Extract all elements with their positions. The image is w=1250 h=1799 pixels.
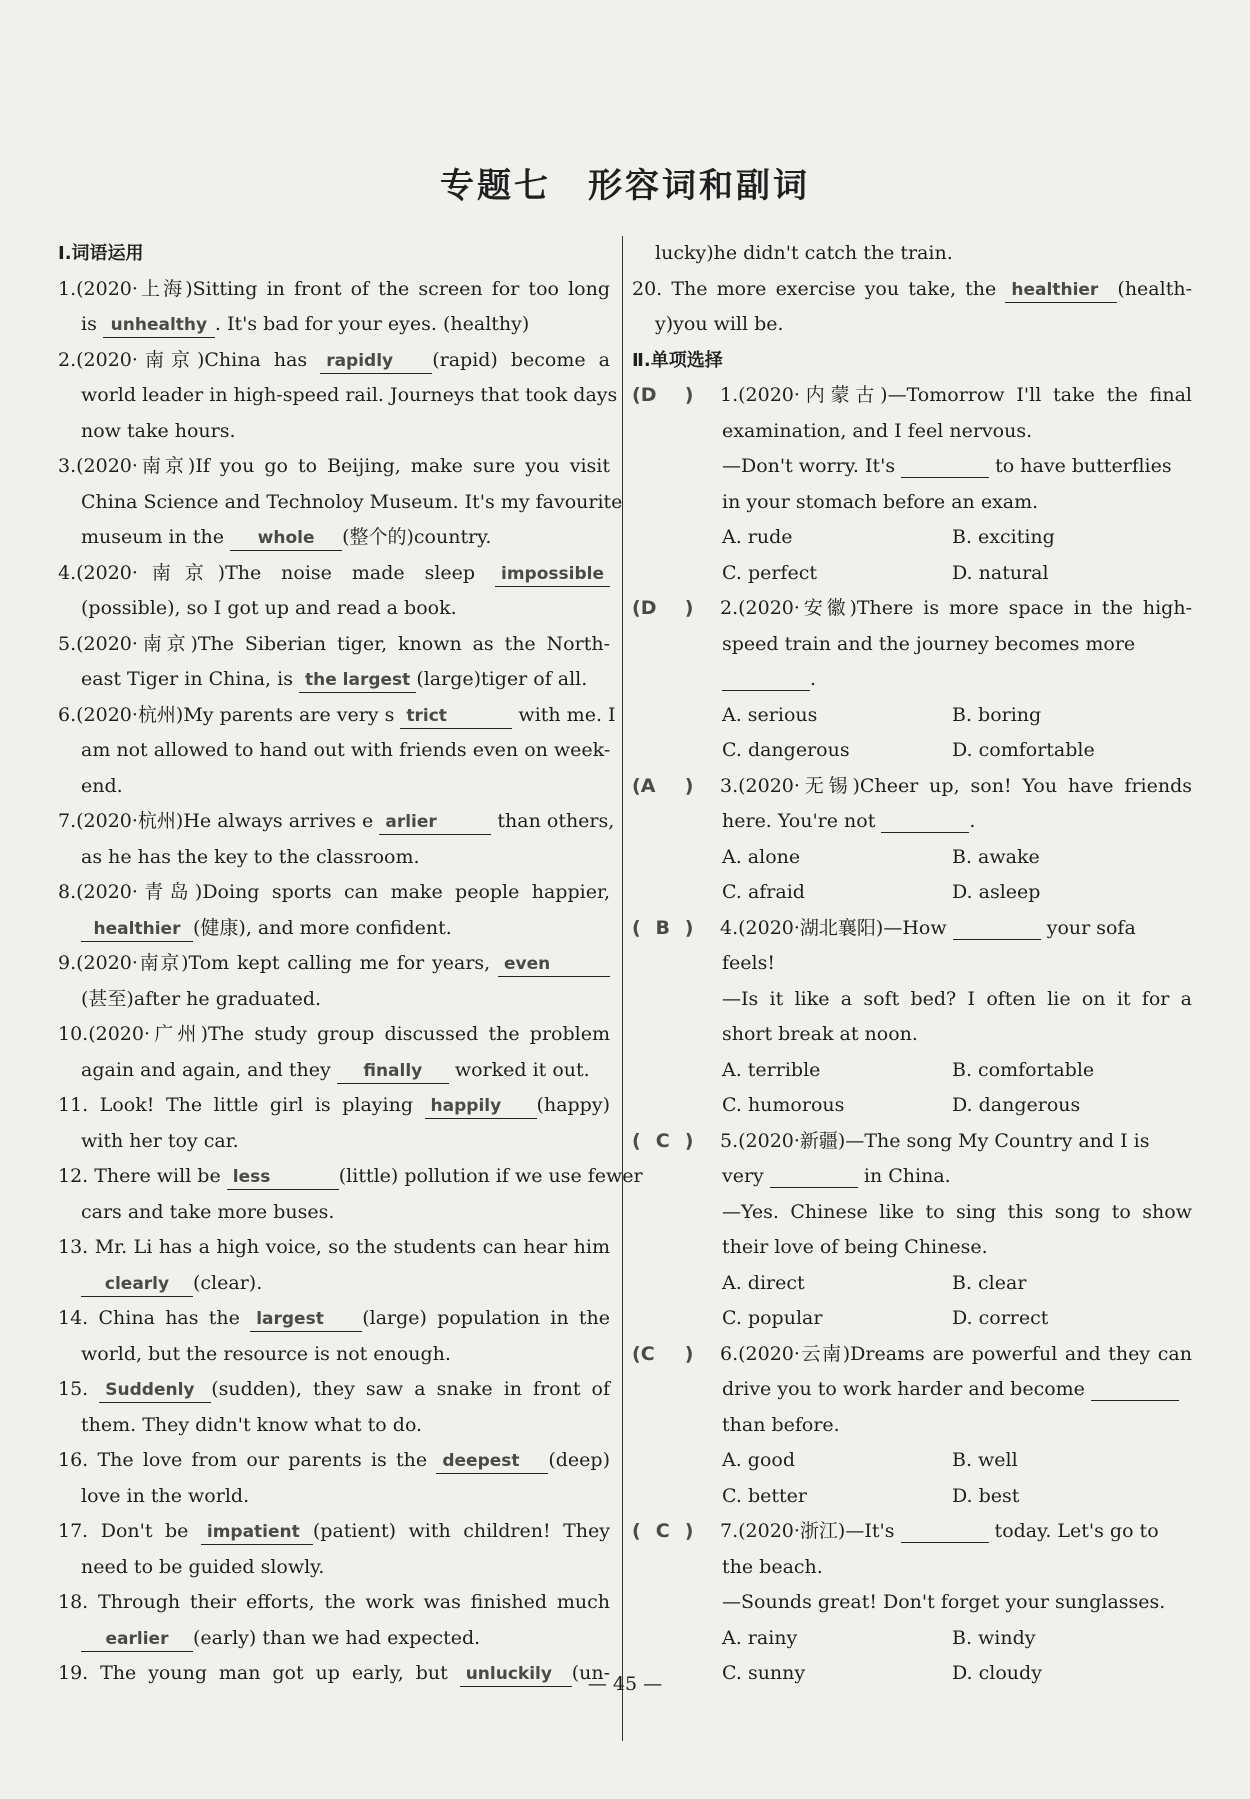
line-text: 2.(2020·南京)China has [58, 348, 321, 371]
option-row [632, 733, 1192, 769]
stem-text: examination, and I feel nervous. [722, 419, 1033, 442]
line-text: (整个的)country. [342, 526, 492, 548]
answer-blank: happily [425, 1094, 537, 1119]
stem-text: here. You're not . [722, 810, 976, 832]
option-row [632, 1443, 1192, 1479]
text-line [58, 1159, 643, 1195]
answer-key: ( C ) [632, 1514, 720, 1550]
line-text: (clear). [193, 1271, 263, 1294]
option[interactable]: B. exciting [952, 526, 1055, 548]
option[interactable]: B. awake [952, 845, 1040, 868]
line-text: (sudden), they saw a snake in front of [211, 1378, 610, 1400]
stem-text: short break at noon. [722, 1023, 918, 1045]
line-text: 3.(2020·南京)If you go to Beijing, make sure you visit [58, 455, 610, 477]
line-text: 11. Look! The little girl is playing [58, 1094, 425, 1116]
fill-blank[interactable] [770, 1165, 858, 1188]
line-text: need to be guided slowly. [81, 1555, 325, 1578]
fill-blank[interactable] [722, 668, 810, 691]
stem-text: 7.(2020·浙江)—It's today. Let's go to [720, 1520, 1159, 1542]
answer-blank: healthier [1005, 278, 1117, 303]
text-line [58, 1017, 610, 1053]
question-line [632, 1159, 1192, 1195]
question-line [632, 662, 1192, 698]
line-text: 5.(2020·南京)The Siberian tiger, known as the North- [58, 632, 610, 655]
text-line [58, 343, 610, 379]
answer-blank: trict [400, 704, 512, 729]
section1-continued [632, 236, 1192, 343]
answer-blank: whole [230, 526, 342, 551]
stem-text: —Yes. Chinese like to sing this song to show [722, 1200, 1192, 1223]
question-stem [632, 378, 1192, 414]
line-text: (un- [571, 1662, 610, 1684]
answer-key: ( C ) [632, 1124, 720, 1160]
line-text: than others, [491, 810, 615, 832]
line-text: y)you will be. [655, 313, 784, 335]
answer-blank: unluckily [460, 1662, 572, 1687]
answer-letter: A [640, 774, 656, 797]
answer-key: (D ) [632, 378, 720, 414]
text-line [58, 733, 610, 769]
text-line [58, 698, 616, 734]
answer-key: ( B ) [632, 911, 720, 947]
fill-blank[interactable] [901, 1520, 989, 1543]
question-line [632, 804, 1192, 840]
answer-blank: deepest [436, 1449, 548, 1474]
line-text: worked it out. [448, 1058, 590, 1081]
line-text: (rapid) become a [432, 348, 611, 371]
page-title: 专题七 形容词和副词 [440, 166, 810, 206]
page-number: — 45 — [587, 1673, 663, 1695]
line-text: now take hours. [81, 419, 236, 442]
text-line [58, 307, 610, 343]
line-text: east Tiger in China, is [81, 668, 299, 690]
answer-blank: even [498, 952, 610, 977]
option[interactable]: A. rude [722, 526, 793, 548]
text-line [58, 1550, 610, 1586]
line-text: 19. The young man got up early, but [58, 1662, 460, 1684]
option[interactable]: C. popular [722, 1307, 823, 1329]
text-line [58, 1408, 610, 1444]
line-text: (possible), so I got up and read a book. [81, 597, 457, 619]
question-stem [632, 1337, 1192, 1373]
option-row [632, 1301, 1192, 1337]
answer-blank: arlier [379, 810, 491, 835]
answer-blank: Suddenly [99, 1378, 211, 1403]
section2-items [632, 378, 1192, 1692]
line-text: (deep) [548, 1449, 610, 1471]
line-text: 13. Mr. Li has a high voice, so the students can hear him [58, 1236, 610, 1258]
option-row [632, 875, 1192, 911]
stem-text: feels! [722, 952, 775, 974]
answer-blank: earlier [81, 1627, 193, 1652]
text-line [58, 591, 610, 627]
answer-letter: C [655, 1520, 670, 1542]
text-line [58, 1337, 610, 1373]
question-line [632, 982, 1192, 1018]
text-line [632, 236, 1192, 272]
text-line [58, 1088, 610, 1124]
option-row [632, 840, 1192, 876]
text-line [58, 1053, 610, 1089]
text-line [58, 804, 615, 840]
answer-key: (D ) [632, 591, 720, 627]
stem-text: 2.(2020·安徽)There is more space in the high- [720, 597, 1192, 619]
fill-blank[interactable] [901, 455, 989, 478]
option[interactable]: B. windy [952, 1626, 1036, 1649]
question-line [632, 1372, 1192, 1408]
stem-text: drive you to work harder and become [722, 1378, 1179, 1400]
line-text: 6.(2020·杭州)My parents are very s [58, 703, 395, 726]
line-text: (健康), and more confident. [193, 916, 452, 939]
line-text: love in the world. [81, 1484, 250, 1507]
option-row [632, 1088, 1192, 1124]
text-line [58, 1479, 610, 1515]
answer-blank: clearly [81, 1272, 193, 1297]
question-stem [632, 1124, 1192, 1160]
line-text: 8.(2020·青岛)Doing sports can make people happier, [58, 881, 610, 903]
answer-key: (C ) [632, 1337, 720, 1373]
option-row [632, 520, 1192, 556]
option[interactable]: B. comfortable [952, 1058, 1095, 1081]
line-text: 1.(2020·上海)Sitting in front of the screen for too long [58, 277, 610, 300]
text-line [58, 1266, 610, 1302]
text-line [58, 520, 610, 556]
line-text: 4.(2020·南京)The noise made sleep [58, 561, 496, 584]
line-text: (patient) with children! They [312, 1520, 610, 1542]
line-text: (health- [1117, 277, 1192, 300]
stem-text: in your stomach before an exam. [722, 490, 1039, 513]
answer-letter: D [640, 384, 657, 406]
option[interactable]: C. afraid [722, 881, 805, 903]
stem-text: . [722, 668, 816, 690]
stem-text: 1.(2020·内蒙古)—Tomorrow I'll take the final [720, 384, 1192, 406]
line-text: 15. [58, 1378, 100, 1400]
answer-blank: rapidly [320, 349, 432, 374]
text-line [58, 662, 610, 698]
question-line [632, 1408, 1192, 1444]
answer-blank: healthier [81, 917, 193, 942]
option[interactable]: D. best [952, 1484, 1020, 1507]
stem-text: —Is it like a soft bed? I often lie on it for a [722, 987, 1192, 1010]
text-line [58, 1230, 610, 1266]
option-row [632, 1053, 1192, 1089]
line-text: (happy) [536, 1094, 610, 1116]
text-line [58, 627, 610, 663]
option[interactable]: D. dangerous [952, 1094, 1081, 1116]
line-text: them. They didn't know what to do. [81, 1413, 423, 1436]
option-row [632, 1621, 1192, 1657]
text-line [58, 911, 610, 947]
line-text: am not allowed to hand out with friends even on week- [81, 739, 611, 761]
stem-text: —Don't worry. It's to have butterflies [722, 455, 1172, 477]
stem-text: 5.(2020·新疆)—The song My Country and I is [720, 1129, 1150, 1152]
text-line [58, 840, 610, 876]
text-line [58, 769, 610, 805]
stem-text: the beach. [722, 1555, 823, 1578]
option[interactable]: D. cloudy [952, 1662, 1042, 1684]
question-line [632, 946, 1192, 982]
line-text: with me. I [512, 703, 616, 726]
option[interactable]: A. terrible [722, 1058, 821, 1081]
option[interactable]: C. humorous [722, 1094, 845, 1116]
text-line [58, 1124, 610, 1160]
option[interactable]: C. better [722, 1484, 807, 1507]
text-line [58, 556, 610, 592]
question-stem [632, 1514, 1192, 1550]
answer-letter: C [655, 1129, 670, 1152]
question-stem [632, 769, 1192, 805]
answer-blank: largest [250, 1307, 362, 1332]
line-text: 12. There will be [58, 1165, 227, 1187]
line-text: (large) population in the [362, 1307, 610, 1329]
option[interactable]: A. direct [722, 1271, 805, 1294]
option[interactable]: D. asleep [952, 881, 1041, 903]
question-line [632, 485, 1192, 521]
stem-text: 6.(2020·云南)Dreams are powerful and they can [720, 1342, 1192, 1365]
fill-blank[interactable] [1091, 1378, 1179, 1401]
stem-text: very in China. [722, 1165, 951, 1187]
line-text: 16. The love from our parents is the [58, 1449, 437, 1471]
answer-letter: C [640, 1342, 655, 1365]
text-line [58, 1443, 610, 1479]
question-stem [632, 591, 1192, 627]
fill-blank[interactable] [953, 917, 1041, 940]
stem-text: 3.(2020·无锡)Cheer up, son! You have friends [720, 774, 1192, 797]
text-line [632, 272, 1192, 308]
line-text: 14. China has the [58, 1307, 251, 1329]
line-text: world, but the resource is not enough. [81, 1342, 451, 1365]
line-text: lucky)he didn't catch the train. [655, 242, 953, 264]
line-text: (little) pollution if we use fewer [338, 1165, 643, 1187]
column-divider [622, 236, 623, 1741]
line-text: (early) than we had expected. [193, 1626, 481, 1649]
answer-letter: D [640, 597, 657, 619]
answer-blank: impossible [495, 562, 610, 587]
option-row [632, 556, 1192, 592]
line-text: end. [81, 774, 123, 797]
option[interactable]: C. perfect [722, 561, 817, 584]
answer-blank: impatient [201, 1520, 313, 1545]
line-text: (large)tiger of all. [416, 668, 588, 690]
line-text: China Science and Technoloy Museum. It's my favourite [81, 490, 623, 513]
answer-key: (A ) [632, 769, 720, 805]
line-text: again and again, and they [81, 1058, 337, 1081]
line-text: 9.(2020·南京)Tom kept calling me for years, [58, 952, 498, 974]
text-line [58, 414, 610, 450]
text-line [58, 1585, 610, 1621]
text-line [58, 982, 610, 1018]
option[interactable]: D. natural [952, 561, 1049, 584]
answer-blank: unhealthy [103, 313, 215, 338]
stem-text: 4.(2020·湖北襄阳)—How your sofa [720, 916, 1136, 939]
option[interactable]: C. sunny [722, 1662, 806, 1684]
text-line [58, 1301, 610, 1337]
option[interactable]: A. serious [722, 703, 818, 726]
line-text: 20. The more exercise you take, the [632, 277, 1006, 300]
question-line [632, 627, 1192, 663]
line-text: is [81, 313, 103, 335]
line-text: (甚至)after he graduated. [81, 987, 322, 1010]
question-line [632, 1550, 1192, 1586]
text-line [58, 272, 610, 308]
text-line [58, 378, 618, 414]
question-line [632, 449, 1192, 485]
right-column [632, 236, 1192, 1692]
option[interactable]: A. alone [722, 845, 801, 868]
answer-blank: the largest [299, 668, 416, 693]
text-line [58, 1621, 610, 1657]
stem-text: —Sounds great! Don't forget your sunglasses. [722, 1591, 1166, 1613]
text-line [58, 875, 610, 911]
text-line [58, 946, 610, 982]
answer-blank: finally [337, 1059, 449, 1084]
option[interactable]: D. correct [952, 1307, 1049, 1329]
option[interactable]: C. dangerous [722, 739, 850, 761]
stem-text: their love of being Chinese. [722, 1236, 988, 1258]
line-text: cars and take more buses. [81, 1200, 335, 1223]
line-text: as he has the key to the classroom. [81, 845, 420, 868]
option[interactable]: B. well [952, 1449, 1018, 1471]
section1-heading: Ⅰ.词语运用 [58, 243, 144, 264]
answer-letter: B [655, 916, 670, 939]
line-text: with her toy car. [81, 1129, 239, 1152]
option[interactable]: B. clear [952, 1271, 1027, 1294]
stem-text: than before. [722, 1413, 840, 1436]
fill-blank[interactable] [881, 810, 969, 833]
question-line [632, 1230, 1192, 1266]
line-text: 10.(2020·广州)The study group discussed the problem [58, 1023, 610, 1045]
text-line [58, 1372, 610, 1408]
section2-heading: Ⅱ.单项选择 [632, 349, 723, 371]
stem-text: speed train and the journey becomes more [722, 632, 1136, 655]
option[interactable]: A. good [722, 1449, 796, 1471]
question-line [632, 1017, 1192, 1053]
line-text: museum in the [81, 526, 231, 548]
line-text: 7.(2020·杭州)He always arrives e [58, 810, 374, 832]
text-line [632, 307, 1192, 343]
line-text: world leader in high-speed rail. Journeys that took days [81, 384, 618, 406]
text-line [58, 485, 623, 521]
line-text: . It's bad for your eyes. (healthy) [214, 313, 530, 335]
line-text: 17. Don't be [58, 1520, 201, 1542]
question-line [632, 414, 1192, 450]
question-stem [632, 911, 1192, 947]
answer-blank: less [227, 1165, 339, 1190]
option[interactable]: A. rainy [722, 1626, 798, 1649]
option-row [632, 1479, 1192, 1515]
option[interactable]: B. boring [952, 703, 1042, 726]
line-text: 18. Through their efforts, the work was finished much [58, 1591, 610, 1613]
text-line [58, 449, 610, 485]
text-line [58, 1514, 610, 1550]
text-line [58, 1195, 610, 1231]
option-row [632, 698, 1192, 734]
option[interactable]: D. comfortable [952, 739, 1095, 761]
question-line [632, 1585, 1192, 1621]
option-row [632, 1266, 1192, 1302]
question-line [632, 1195, 1192, 1231]
